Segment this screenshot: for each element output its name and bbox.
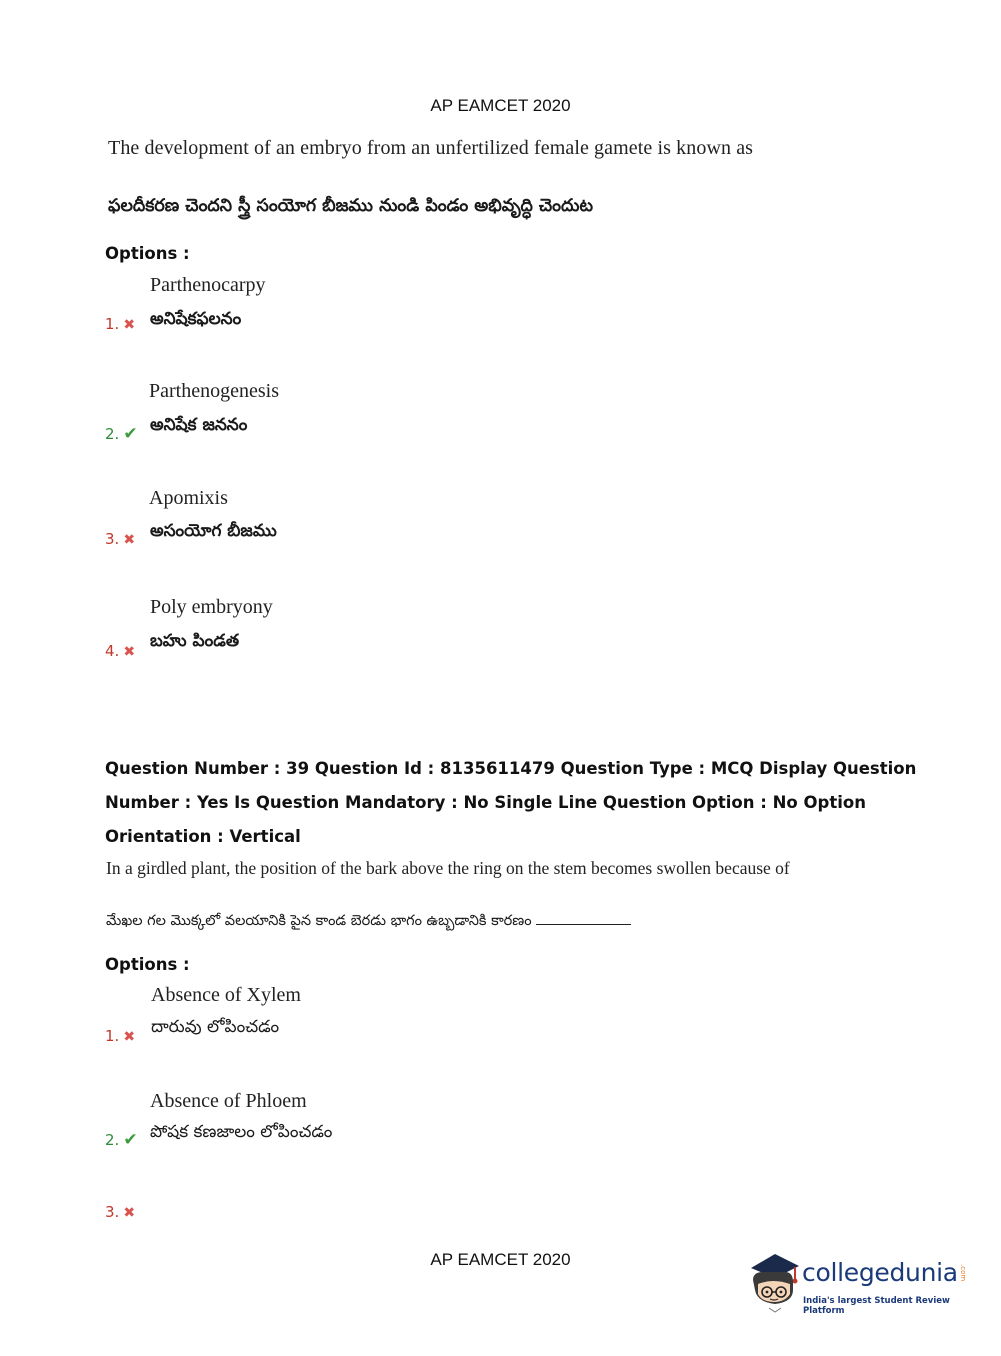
- option-2-marker: [105, 424, 138, 444]
- option-3-marker: [105, 1203, 135, 1222]
- option-3-te: అసంయోగ బీజము: [150, 521, 277, 541]
- option-1-te: అనిషేకఫలనం: [150, 309, 242, 329]
- page-footer: AP EAMCET 2020: [430, 1250, 571, 1269]
- question-text-te: ఫలదీకరణ చెందని స్త్రీ సంయోగ బీజము నుండి పిండం అభివృద్ధి చెందుట: [108, 196, 593, 216]
- option-number: 4.: [105, 642, 120, 660]
- question-meta-line1: Question Number : 39 Question Id : 8135611479 Question Type : MCQ Display Question: [105, 759, 917, 778]
- logo-tagline: India's largest Student Review Platform: [803, 1296, 950, 1316]
- option-3-en: Apomixis: [149, 487, 228, 509]
- cross-icon: ✖: [123, 316, 136, 332]
- option-4-en: Poly embryony: [150, 596, 273, 618]
- question-text-te-wrap: [106, 910, 631, 933]
- option-2-marker: [105, 1130, 138, 1150]
- options-label: Options :: [105, 955, 190, 974]
- option-number: 3.: [105, 530, 120, 548]
- mascot-icon: [745, 1250, 803, 1316]
- option-4-te: బహు పిండత: [150, 631, 240, 651]
- option-1-en: Parthenocarpy: [150, 274, 266, 296]
- option-2-te: పోషక కణజాలం లోపించడం: [150, 1122, 333, 1142]
- option-1-marker: [105, 315, 135, 334]
- cross-icon: ✖: [123, 1028, 136, 1044]
- option-1-te: దారువు లోపించడం: [151, 1017, 280, 1037]
- option-number: 2.: [105, 1131, 120, 1149]
- option-number: 1.: [105, 1027, 120, 1045]
- option-1-en: Absence of Xylem: [151, 984, 301, 1006]
- option-number: 1.: [105, 315, 120, 333]
- option-2-te: అనిషేక జననం: [150, 415, 248, 435]
- option-2-en: Parthenogenesis: [149, 380, 279, 402]
- question-meta-line3: Orientation : Vertical: [105, 827, 301, 846]
- cross-icon: ✖: [123, 643, 136, 659]
- page-header: AP EAMCET 2020: [430, 96, 571, 115]
- question-text-en: In a girdled plant, the position of the bark above the ring on the stem becomes swollen because of: [106, 858, 790, 878]
- options-label: Options :: [105, 244, 190, 263]
- option-4-marker: [105, 642, 135, 661]
- question-meta-line2: Number : Yes Is Question Mandatory : No Single Line Question Option : No Option: [105, 793, 866, 812]
- check-icon: ✔: [123, 424, 138, 443]
- answer-blank: [536, 910, 631, 925]
- cross-icon: ✖: [123, 531, 136, 547]
- question-text-te: మేఖల గల మొక్కలో వలయానికి పైన కాండ బెరడు భాగం ఉబ్బడానికి కారణం: [106, 913, 532, 929]
- option-number: 3.: [105, 1203, 120, 1221]
- cross-icon: ✖: [123, 1204, 136, 1220]
- option-3-marker: [105, 530, 135, 549]
- question-text-en: The development of an embryo from an unfertilized female gamete is known as: [108, 137, 754, 159]
- option-1-marker: [105, 1027, 135, 1046]
- logo-com: .com: [959, 1264, 967, 1282]
- collegedunia-logo: [745, 1250, 975, 1320]
- option-number: 2.: [105, 425, 120, 443]
- logo-name: collegedunia: [802, 1258, 958, 1287]
- option-2-en: Absence of Phloem: [150, 1090, 307, 1112]
- check-icon: ✔: [123, 1130, 138, 1149]
